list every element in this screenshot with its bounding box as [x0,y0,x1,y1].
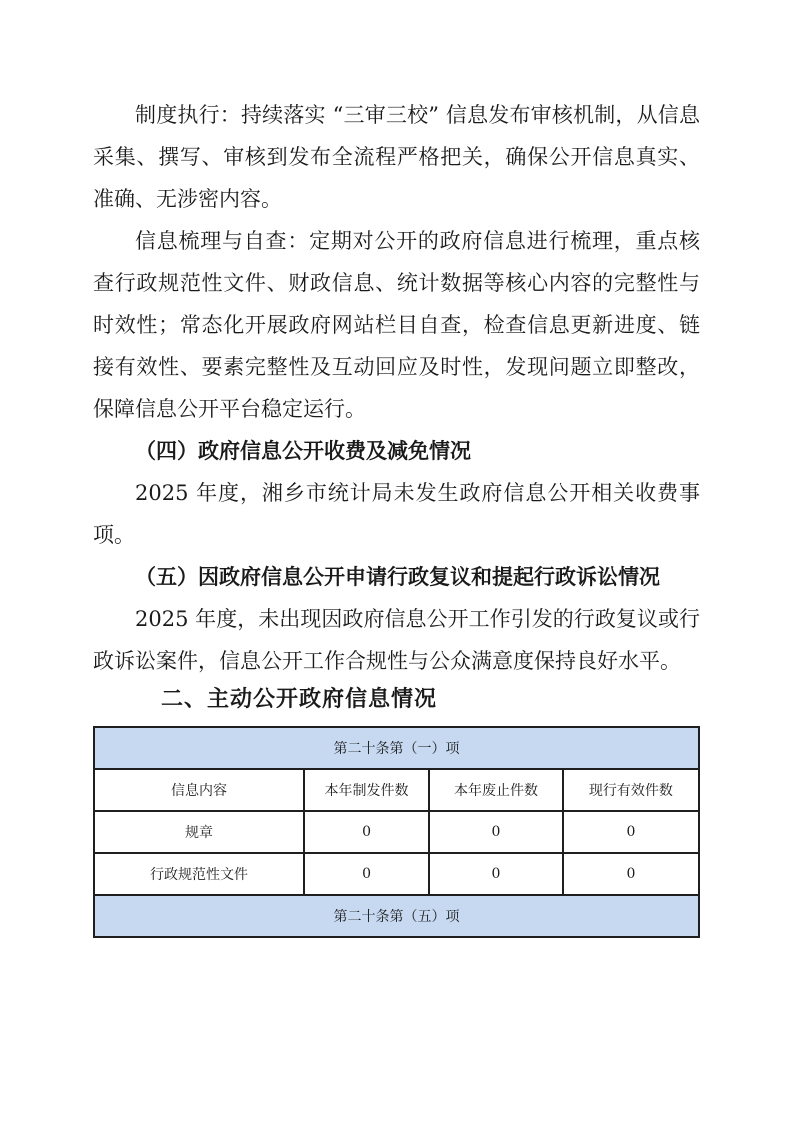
column-header-currently-effective: 现行有效件数 [563,769,699,811]
cell-regulations-repealed: 0 [429,811,563,853]
table-section-header-item1: 第二十条第（一）项 [94,727,699,769]
column-header-info-content: 信息内容 [94,769,304,811]
row-label-regulations: 规章 [94,811,304,853]
table-section-header-item5: 第二十条第（五）项 [94,895,699,937]
column-header-repealed-this-year: 本年废止件数 [429,769,563,811]
paragraph-system-enforcement: 制度执行：持续落实 “三审三校” 信息发布审核机制，从信息采集、撰写、审核到发布全流程严格把关，确保公开信息真实、准确、无涉密内容。 [93,103,700,211]
paragraph-no-litigation: 2025 年度，未出现因政府信息公开工作引发的行政复议或行政诉讼案件，信息公开工作合规性与公众满意度保持良好水平。 [93,607,700,673]
row-label-normative-documents: 行政规范性文件 [94,853,304,895]
table-section-row-article20-item1 [94,727,699,769]
heading-part-2-proactive-disclosure: 二、主动公开政府信息情况 [161,687,438,712]
paragraph-no-fees: 2025 年度，湘乡市统计局未发生政府信息公开相关收费事项。 [93,481,700,547]
column-header-issued-this-year: 本年制发件数 [304,769,429,811]
cell-regulations-effective: 0 [563,811,699,853]
cell-regulations-issued: 0 [304,811,429,853]
heading-section-4-fees: （四）政府信息公开收费及减免情况 [135,438,471,463]
table-section-row-article20-item5 [94,895,699,937]
paragraph-info-review-selfcheck: 信息梳理与自查：定期对公开的政府信息进行梳理，重点核查行政规范性文件、财政信息、统计数据等核心内容的完整性与时效性；常态化开展政府网站栏目自查，检查信息更新进度、链接有效性、要素完整性及互动回应及时性，发现问题立即整改，保障信息公开平台稳定运行。 [93,229,700,421]
document-body [93,94,700,938]
cell-normative-issued: 0 [304,853,429,895]
heading-section-5-litigation: （五）因政府信息公开申请行政复议和提起行政诉讼情况 [135,564,660,589]
cell-normative-repealed: 0 [429,853,563,895]
cell-normative-effective: 0 [563,853,699,895]
disclosure-statistics-table [93,726,700,938]
table-column-header-row [94,769,699,811]
table-row-normative-documents [94,853,699,895]
table-row-regulations [94,811,699,853]
